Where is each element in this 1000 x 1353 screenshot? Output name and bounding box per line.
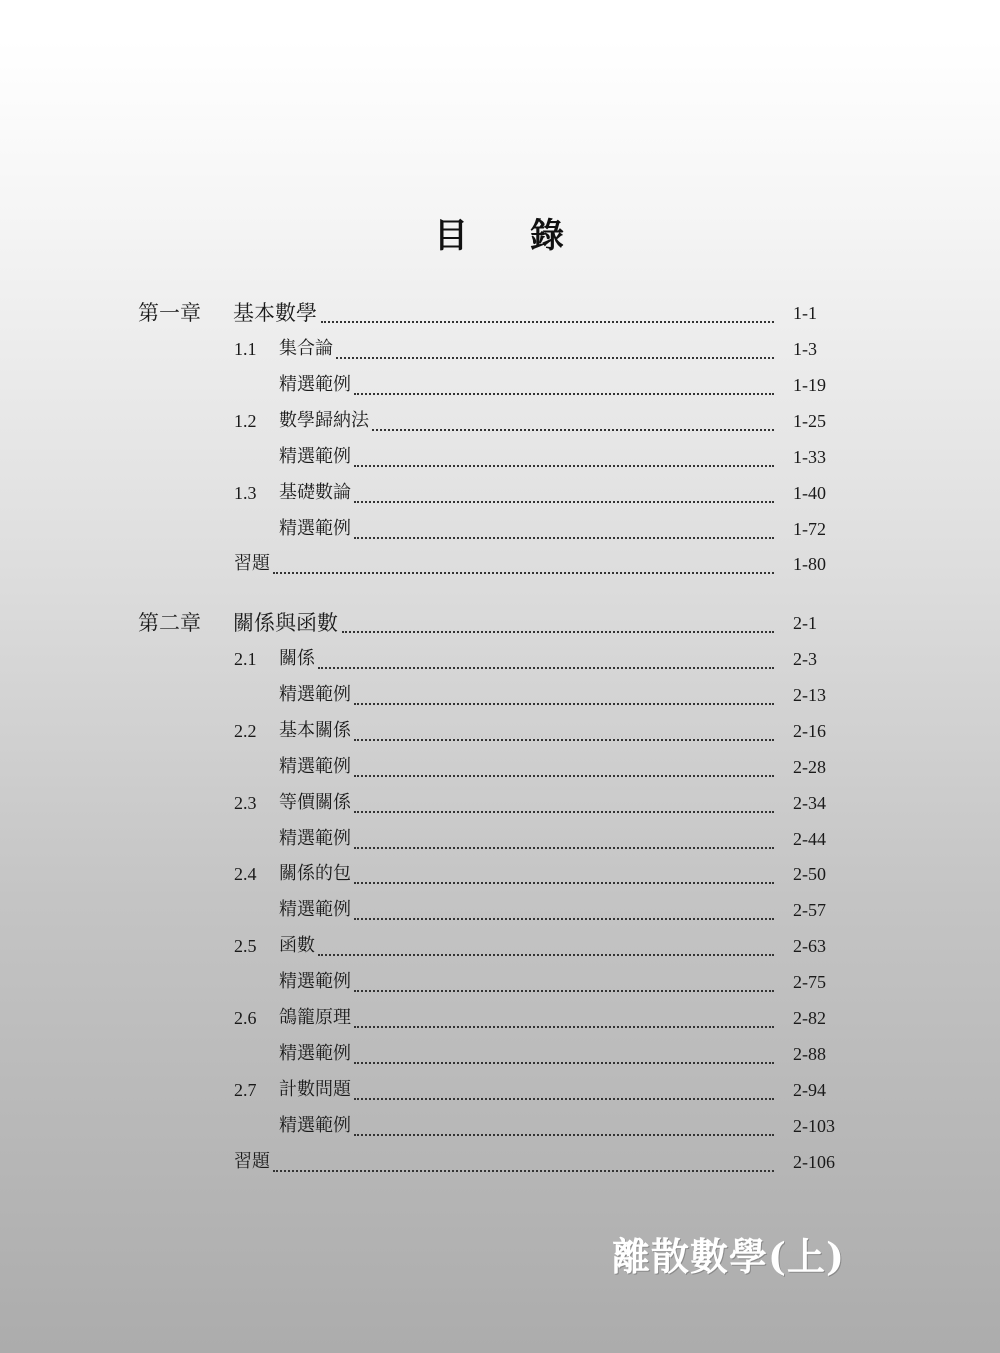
entry-label: 等價關係 (279, 792, 351, 813)
dot-leader (354, 797, 774, 813)
exercise-row[interactable] (0, 1147, 1000, 1177)
examples-row[interactable] (0, 442, 1000, 472)
section-number: 2.4 (234, 864, 257, 884)
section-number: 2.5 (234, 936, 257, 956)
entry-label: 習題 (234, 553, 270, 574)
dot-leader (354, 523, 774, 539)
page-number: 2-16 (793, 721, 826, 741)
page-number: 2-106 (793, 1152, 835, 1172)
section-number: 2.7 (234, 1080, 257, 1100)
chapter-label (138, 298, 317, 328)
page-number: 2-13 (793, 685, 826, 705)
dot-leader (354, 761, 774, 777)
page-number: 1-3 (793, 339, 817, 359)
entry-label: 習題 (234, 1151, 270, 1172)
section-number: 2.2 (234, 721, 257, 741)
chapter-name: 基本數學 (233, 301, 317, 325)
section-row[interactable] (0, 1003, 1000, 1033)
entry-label: 精選範例 (279, 828, 351, 849)
dot-leader (354, 833, 774, 849)
page-number: 2-63 (793, 936, 826, 956)
examples-row[interactable] (0, 824, 1000, 854)
dot-leader (354, 976, 774, 992)
entry-label: 精選範例 (279, 518, 351, 539)
dot-leader (354, 1048, 774, 1064)
page-title (0, 208, 1000, 257)
dot-leader (342, 617, 774, 633)
section-row[interactable] (0, 859, 1000, 889)
page-number: 1-19 (793, 375, 826, 395)
section-row[interactable] (0, 931, 1000, 961)
page-number: 2-103 (793, 1116, 835, 1136)
entry-label: 鴿籠原理 (279, 1007, 351, 1028)
examples-row[interactable] (0, 680, 1000, 710)
entry-label: 精選範例 (279, 446, 351, 467)
dot-leader (354, 725, 774, 741)
book-title: 離散數學(上) (612, 1234, 845, 1279)
chapter-name: 關係與函數 (233, 611, 338, 635)
entry-label: 精選範例 (279, 1043, 351, 1064)
entry-label: 關係 (279, 648, 315, 669)
page-number: 1-80 (793, 554, 826, 574)
dot-leader (354, 487, 774, 503)
section-row[interactable] (0, 334, 1000, 364)
chapter-row[interactable] (0, 608, 1000, 638)
page-number: 2-75 (793, 972, 826, 992)
entry-label: 精選範例 (279, 971, 351, 992)
page-number: 2-50 (793, 864, 826, 884)
examples-row[interactable] (0, 967, 1000, 997)
dot-leader (354, 689, 774, 705)
entry-label: 精選範例 (279, 899, 351, 920)
dot-leader (273, 1156, 774, 1172)
entry-label: 精選範例 (279, 684, 351, 705)
title-right-char: 錄 (530, 216, 566, 256)
section-row[interactable] (0, 716, 1000, 746)
page-number: 2-82 (793, 1008, 826, 1028)
page-number: 1-1 (793, 303, 817, 323)
section-row[interactable] (0, 644, 1000, 674)
page-number: 1-33 (793, 447, 826, 467)
dot-leader (372, 415, 774, 431)
entry-label: 函數 (279, 935, 315, 956)
dot-leader (321, 307, 774, 323)
section-number: 2.6 (234, 1008, 257, 1028)
page-number: 2-34 (793, 793, 826, 813)
page-number: 1-25 (793, 411, 826, 431)
examples-row[interactable] (0, 1111, 1000, 1141)
dot-leader (354, 1120, 774, 1136)
entry-label: 精選範例 (279, 374, 351, 395)
title-left-char: 目 (434, 216, 470, 256)
section-number: 1.2 (234, 411, 257, 431)
section-number: 2.1 (234, 649, 257, 669)
dot-leader (273, 558, 774, 574)
entry-label: 基本關係 (279, 720, 351, 741)
entry-label: 精選範例 (279, 1115, 351, 1136)
examples-row[interactable] (0, 895, 1000, 925)
entry-label: 計數問題 (279, 1079, 351, 1100)
examples-row[interactable] (0, 370, 1000, 400)
page-number: 2-1 (793, 613, 817, 633)
dot-leader (354, 904, 774, 920)
examples-row[interactable] (0, 514, 1000, 544)
dot-leader (354, 868, 774, 884)
page-number: 2-3 (793, 649, 817, 669)
page-number: 2-88 (793, 1044, 826, 1064)
page-number: 2-57 (793, 900, 826, 920)
dot-leader (336, 343, 774, 359)
page-number: 2-44 (793, 829, 826, 849)
chapter-row[interactable] (0, 298, 1000, 328)
chapter-label (138, 608, 338, 638)
examples-row[interactable] (0, 1039, 1000, 1069)
entry-label: 集合論 (279, 338, 333, 359)
examples-row[interactable] (0, 752, 1000, 782)
section-row[interactable] (0, 788, 1000, 818)
section-row[interactable] (0, 406, 1000, 436)
entry-label: 基礎數論 (279, 482, 351, 503)
page-number: 2-94 (793, 1080, 826, 1100)
section-number: 2.3 (234, 793, 257, 813)
dot-leader (318, 653, 774, 669)
page-number: 1-40 (793, 483, 826, 503)
page-number: 2-28 (793, 757, 826, 777)
section-number: 1.1 (234, 339, 257, 359)
chapter-number: 第二章 (138, 611, 201, 635)
page-number: 1-72 (793, 519, 826, 539)
dot-leader (354, 451, 774, 467)
chapter-number: 第一章 (138, 301, 201, 325)
section-number: 1.3 (234, 483, 257, 503)
entry-label: 數學歸納法 (279, 410, 369, 431)
section-row[interactable] (0, 1075, 1000, 1105)
dot-leader (354, 379, 774, 395)
dot-leader (354, 1084, 774, 1100)
dot-leader (318, 940, 774, 956)
entry-label: 關係的包 (279, 863, 351, 884)
entry-label: 精選範例 (279, 756, 351, 777)
dot-leader (354, 1012, 774, 1028)
exercise-row[interactable] (0, 549, 1000, 579)
section-row[interactable] (0, 478, 1000, 508)
